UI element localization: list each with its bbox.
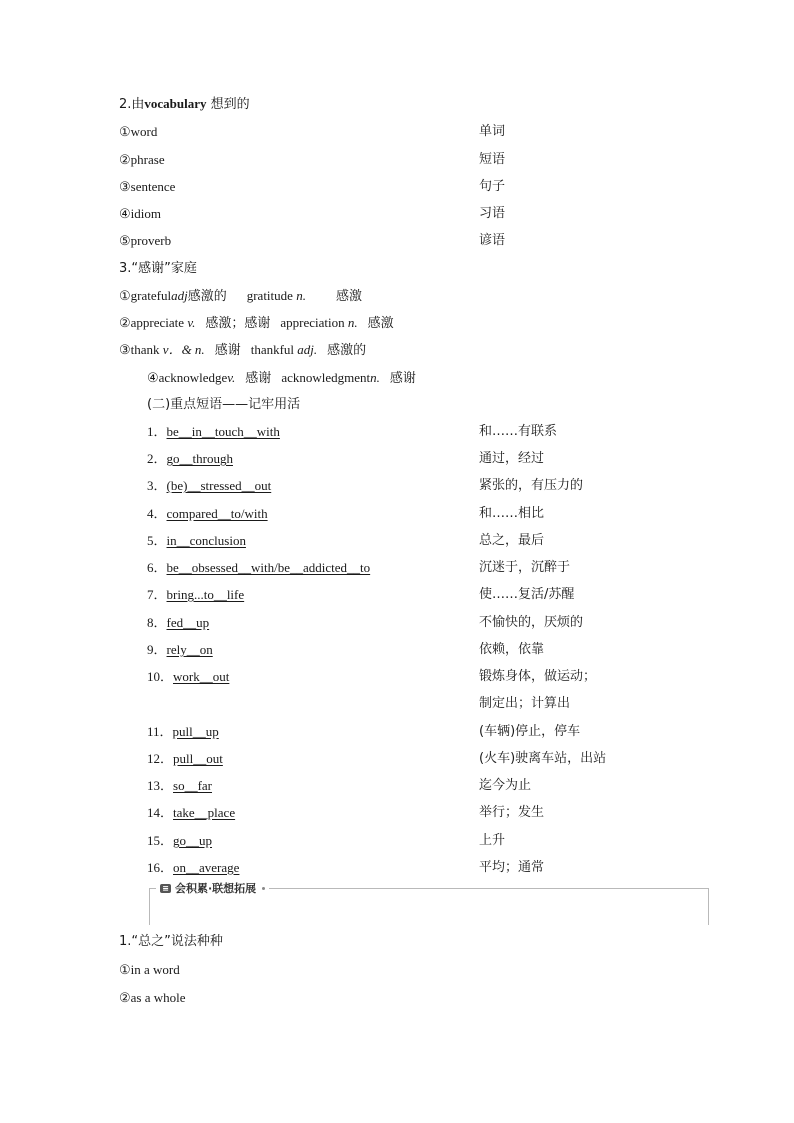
phrase-meaning: 和……相比 <box>479 506 545 521</box>
thanks-line-1 <box>119 288 362 305</box>
vocab-meaning: 句子 <box>479 179 506 194</box>
heading-number: 2.由 <box>119 97 145 112</box>
phrase-meaning: (车辆)停止，停车 <box>479 724 581 739</box>
phrase-answer: work__out <box>173 669 230 684</box>
phrase-item <box>147 615 209 631</box>
phrase-item <box>147 560 370 576</box>
phrase-number: 2． <box>147 451 167 466</box>
phrase-item <box>147 805 235 821</box>
word: ②appreciate <box>119 315 185 330</box>
heading-tail: 想到的 <box>210 97 250 112</box>
word: ④acknowledge <box>147 370 228 385</box>
pos: v. <box>187 315 196 330</box>
vocab-meaning: 谚语 <box>479 233 506 248</box>
thanks-line-4 <box>147 370 416 387</box>
phrase-number: 13． <box>147 778 174 793</box>
phrase-answer: go__up <box>173 833 213 848</box>
phrase-answer: pull__out <box>173 751 223 766</box>
phrase-answer: in__conclusion <box>166 533 246 548</box>
vocab-term: ④idiom <box>119 206 161 221</box>
vocab-meaning: 习语 <box>479 206 506 221</box>
word: gratitude <box>246 288 293 303</box>
pos: n. <box>296 288 306 303</box>
phrase-answer: pull__up <box>172 724 219 739</box>
note-icon: ≡ <box>160 884 171 893</box>
phrase-meaning: 沉迷于，沉醉于 <box>479 560 571 575</box>
meaning: 感激 <box>367 316 394 331</box>
phrase-answer: so__far <box>173 778 213 793</box>
phrase-answer: bring...to__life <box>166 587 245 602</box>
heading-keyword: vocabulary <box>144 96 207 111</box>
phrase-answer: on__average <box>173 860 240 875</box>
phrase-item <box>147 587 244 603</box>
pos: adj. <box>297 342 318 357</box>
thanks-line-3 <box>119 342 366 359</box>
phrase-meaning-continued: 制定出；计算出 <box>479 696 571 711</box>
meaning: 感激的 <box>187 289 227 304</box>
phrase-item <box>147 478 271 494</box>
word: appreciation <box>280 315 345 330</box>
phrase-answer: (be)__stressed__out <box>166 478 272 493</box>
meaning: 感谢 <box>245 371 272 386</box>
phrase-meaning: 使……复活/苏醒 <box>479 587 575 602</box>
phrase-answer: fed__up <box>166 615 210 630</box>
phrase-answer: go__through <box>166 451 233 466</box>
pos: n. <box>370 370 380 385</box>
phrase-meaning: 上升 <box>479 833 506 848</box>
vocab-term: ③sentence <box>119 179 176 194</box>
phrase-item <box>147 533 246 549</box>
meaning: 感激的 <box>327 343 367 358</box>
phrase-item <box>147 642 213 658</box>
phrase-item <box>147 506 268 522</box>
list-item: ①in a word <box>119 962 180 977</box>
phrase-meaning: 依赖，依靠 <box>479 642 545 657</box>
phrase-meaning: 举行；发生 <box>479 805 545 820</box>
phrase-meaning: 平均；通常 <box>479 860 545 875</box>
box-label <box>156 880 269 896</box>
phrase-meaning: 和……有联系 <box>479 424 558 439</box>
phrase-number: 16． <box>147 860 174 875</box>
phrase-number: 3． <box>147 478 167 493</box>
thanks-line-2 <box>119 315 394 332</box>
pos: adj <box>171 288 188 303</box>
meaning: 感谢 <box>214 343 241 358</box>
phrase-meaning: (火车)驶离车站，出站 <box>479 751 607 766</box>
phrase-number: 15． <box>147 833 174 848</box>
phrase-meaning: 不愉快的，厌烦的 <box>479 615 584 630</box>
phrase-answer: take__place <box>173 805 236 820</box>
phrase-item <box>147 778 212 794</box>
word: ①grateful <box>119 288 172 303</box>
word: ③thank <box>119 342 160 357</box>
phrase-item <box>147 669 229 685</box>
phrase-number: 6． <box>147 560 167 575</box>
vocab-term: ②phrase <box>119 152 165 167</box>
phrase-meaning: 锻炼身体，做运动； <box>479 669 597 684</box>
phrase-number: 5． <box>147 533 167 548</box>
phrase-answer: be__obsessed__with/be__addicted__to <box>166 560 371 575</box>
vocab-meaning: 短语 <box>479 152 506 167</box>
pos: v．& n. <box>162 342 205 357</box>
phrase-item <box>147 860 239 876</box>
phrase-item <box>147 424 280 440</box>
phrase-number: 14． <box>147 805 174 820</box>
phrase-item <box>147 724 219 740</box>
meaning: 感谢 <box>389 371 416 386</box>
phrase-item <box>147 751 223 767</box>
word: thankful <box>250 342 295 357</box>
phrase-answer: compared__to/with <box>166 506 268 521</box>
phrases-heading: (二)重点短语——记牢用活 <box>147 397 301 412</box>
phrase-number: 8． <box>147 615 167 630</box>
vocab-meaning: 单词 <box>479 124 506 139</box>
phrase-number: 10． <box>147 669 174 684</box>
accumulate-box <box>149 882 709 925</box>
phrase-meaning: 迄今为止 <box>479 778 532 793</box>
word: acknowledgment <box>281 370 371 385</box>
section-heading-thanks: 3.“感谢”家庭 <box>119 261 197 276</box>
pos: n. <box>347 315 358 330</box>
phrase-meaning: 通过，经过 <box>479 451 545 466</box>
phrase-meaning: 紧张的，有压力的 <box>479 478 584 493</box>
meaning: 感激；感谢 <box>205 316 271 331</box>
box-label-text: 会积累·联想拓展 <box>175 882 257 895</box>
phrase-number: 12． <box>147 751 174 766</box>
phrase-meaning: 总之，最后 <box>479 533 545 548</box>
phrase-answer: be__in__touch__with <box>166 424 280 439</box>
section-heading-in-conclusion: 1.“总之”说法种种 <box>119 934 223 949</box>
meaning: 感激 <box>335 289 362 304</box>
phrase-number: 11． <box>147 724 173 739</box>
phrase-number: 9． <box>147 642 167 657</box>
pos: v. <box>227 370 236 385</box>
phrase-answer: rely__on <box>166 642 213 657</box>
vocab-term: ⑤proverb <box>119 233 172 248</box>
section-heading-vocabulary <box>119 96 250 113</box>
phrase-number: 1． <box>147 424 167 439</box>
list-item: ②as a whole <box>119 990 186 1005</box>
phrase-item <box>147 833 212 849</box>
dot-icon <box>262 887 265 890</box>
phrase-number: 7． <box>147 587 167 602</box>
vocab-term: ①word <box>119 124 158 139</box>
phrase-item <box>147 451 233 467</box>
phrase-number: 4． <box>147 506 167 521</box>
